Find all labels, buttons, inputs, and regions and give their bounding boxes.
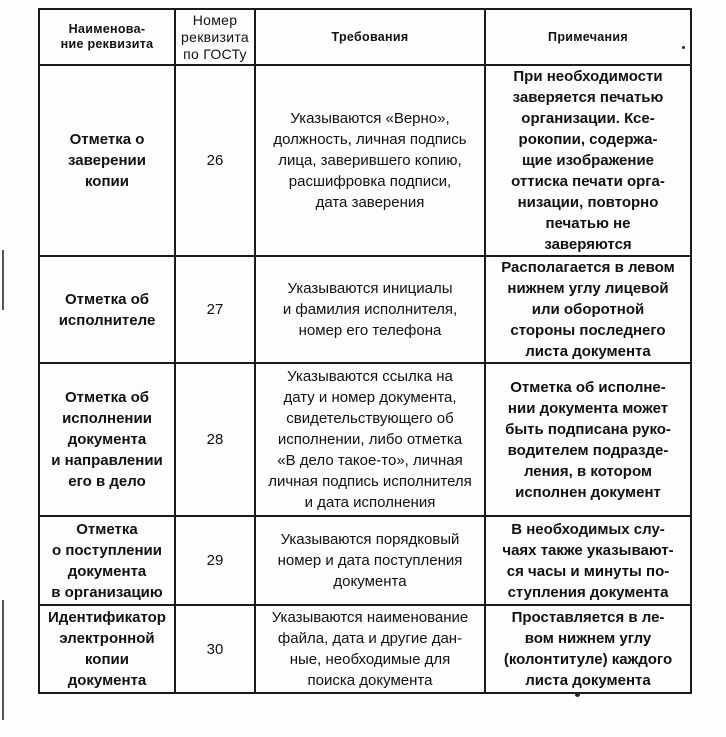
row-number-cell: 28 — [175, 363, 255, 516]
row-number-cell: 29 — [175, 516, 255, 605]
row-requirements-cell: Указываются инициалы и фамилия исполнителя, номер его телефона — [255, 256, 485, 363]
row-number-cell: 30 — [175, 605, 255, 693]
row-name-cell: Идентификатор электронной копии документа — [39, 605, 175, 693]
row-requirements-cell: Указываются наименование файла, дата и другие дан- ные, необходимые для поиска документа — [255, 605, 485, 693]
header-notes: Примечания — [485, 9, 691, 65]
table-row — [39, 256, 691, 363]
header-number: Номер реквизита по ГОСТу — [175, 9, 255, 65]
row-notes-cell: В необходимых слу- чаях также указывают- ся часы и минуты по- ступления документа — [485, 516, 691, 605]
scan-edge-mark — [2, 250, 4, 310]
table-row — [39, 363, 691, 516]
row-name-cell: Отметка об исполнителе — [39, 256, 175, 363]
row-notes-cell: При необходимости заверяется печатью организации. Ксе- рокопии, содержа- щие изображение оттиска печати орга- низации, повторно печатью не заверяются — [485, 65, 691, 256]
requisites-table — [38, 8, 692, 694]
row-number-cell: 27 — [175, 256, 255, 363]
row-requirements-cell: Указываются ссылка на дату и номер документа, свидетельствующего об исполнении, либо отметка «В дело такое-то», личная личная подпись исполнителя и дата исполнения — [255, 363, 485, 516]
row-notes-cell: Отметка об исполне- нии документа может быть подписана руко- водителем подразде- ления, в котором исполнен документ — [485, 363, 691, 516]
table-row — [39, 605, 691, 693]
row-number-cell: 26 — [175, 65, 255, 256]
row-name-cell: Отметка о заверении копии — [39, 65, 175, 256]
row-name-cell: Отметка о поступлении документа в организацию — [39, 516, 175, 605]
row-notes-cell: Располагается в левом нижнем углу лицевой или оборотной стороны последнего листа документа — [485, 256, 691, 363]
row-name-cell: Отметка об исполнении документа и направлении его в дело — [39, 363, 175, 516]
table-header-row — [39, 9, 691, 65]
table-row — [39, 65, 691, 256]
scan-dot — [575, 692, 580, 697]
header-name: Наименова- ние реквизита — [39, 9, 175, 65]
row-notes-cell: Проставляется в ле- вом нижнем углу (колонтитуле) каждого листа документа — [485, 605, 691, 693]
table-row — [39, 516, 691, 605]
scan-dot — [682, 46, 685, 49]
row-requirements-cell: Указываются порядковый номер и дата поступления документа — [255, 516, 485, 605]
scan-edge-mark — [2, 600, 4, 720]
header-requirements: Требования — [255, 9, 485, 65]
row-requirements-cell: Указываются «Верно», должность, личная подпись лица, заверившего копию, расшифровка подписи, дата заверения — [255, 65, 485, 256]
